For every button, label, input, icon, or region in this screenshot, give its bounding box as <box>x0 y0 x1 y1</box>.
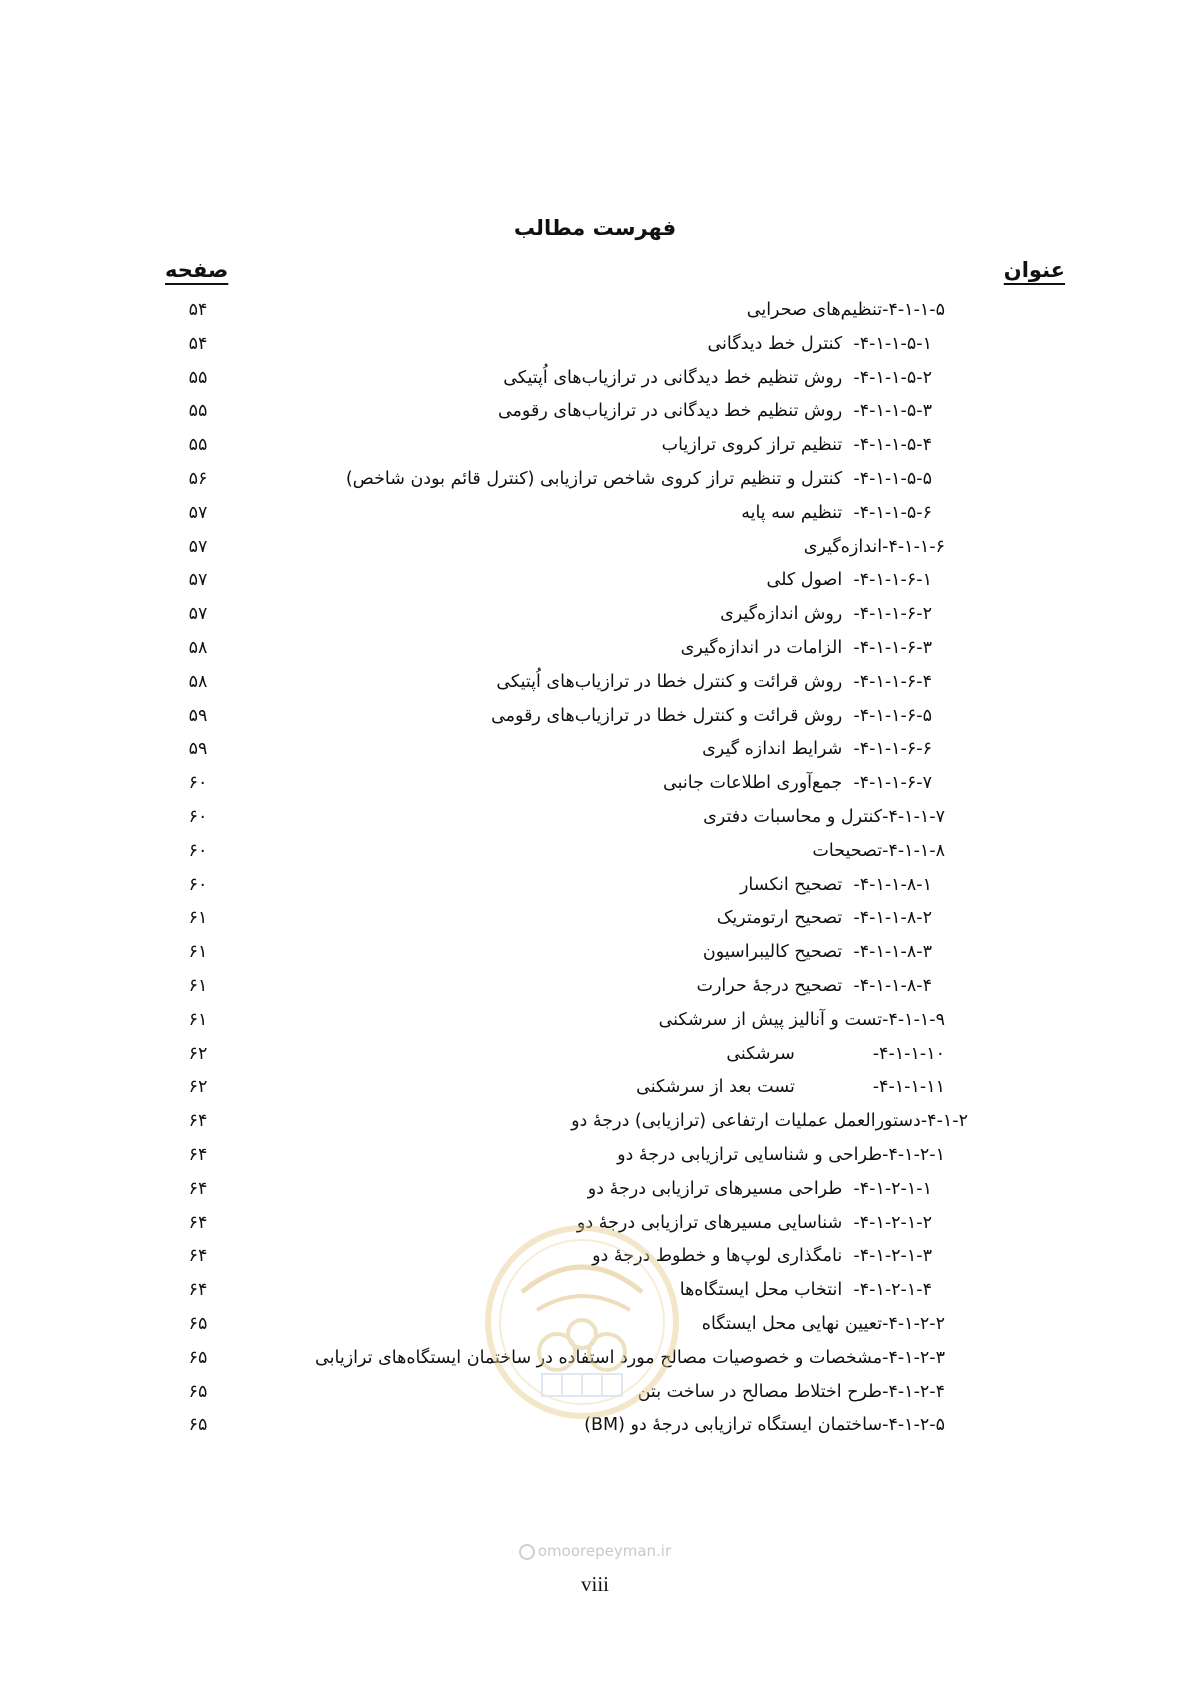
toc-entry-number: ۴-۱-۱-۶-۲- <box>853 604 932 625</box>
toc-entry[interactable] <box>0 1002 1190 1038</box>
toc-entry-text: کنترل و تنظیم تراز کروی شاخص ترازیابی (کنترل قائم بودن شاخص) <box>345 469 843 489</box>
toc-entry-page: ۵۴ <box>188 300 208 320</box>
toc-entry-text: کنترل خط دیدگانی <box>707 333 843 354</box>
toc-entry-number: ۴-۱-۱-۸-۲- <box>853 908 932 929</box>
toc-entry-page: ۶۰ <box>188 840 208 861</box>
toc-entry-text: تنظیم‌های صحرایی <box>746 300 883 320</box>
toc-entry-title <box>767 562 933 598</box>
toc-entry-number: ۴-۱-۱-۶-۴- <box>853 671 932 692</box>
toc-entry-page: ۶۴ <box>188 1280 208 1301</box>
toc-entry-text: تست بعد از سرشکنی <box>636 1077 795 1098</box>
toc-entry-page: ۶۱ <box>188 1009 208 1030</box>
toc-entry-title <box>680 1272 932 1308</box>
toc-entry-number: ۴-۱-۱-۶-۳- <box>853 638 932 658</box>
toc-entry-title <box>741 495 932 531</box>
toc-entry-title <box>812 833 945 869</box>
toc-entry-page: ۵۸ <box>188 671 208 692</box>
toc-entry[interactable] <box>0 326 1190 362</box>
toc-entry-text: تنظیم سه پایه <box>741 502 843 523</box>
toc-entry-number: ۴-۱-۱-۵-۱- <box>853 333 932 354</box>
toc-entry-text: نامگذاری لوپ‌ها و خطوط درجهٔ دو <box>592 1246 843 1267</box>
toc-entry-number: ۴-۱-۱-۸-۴- <box>853 976 932 996</box>
toc-entry-title <box>717 900 932 936</box>
toc-entry-page: ۶۰ <box>188 773 208 794</box>
toc-entry[interactable] <box>0 1238 1190 1274</box>
toc-entry-title <box>315 1340 945 1376</box>
toc-entry[interactable] <box>0 968 1190 1004</box>
toc-entry-text: شرایط اندازه گیری <box>702 739 843 760</box>
toc-entry-title <box>491 698 932 734</box>
column-header-title: عنوان <box>1003 258 1065 282</box>
toc-entry-number: ۴-۱-۱-۹- <box>882 1009 945 1030</box>
toc-entry-text: مشخصات و خصوصیات مصالح مورد استفاده در ساختمان ایستگاه‌های ترازیابی <box>315 1347 883 1368</box>
toc-entry[interactable] <box>0 934 1190 970</box>
toc-entry-page: ۶۱ <box>188 908 208 929</box>
toc-entry[interactable] <box>0 698 1190 734</box>
toc-entry-page: ۶۲ <box>188 1043 208 1064</box>
toc-entry[interactable] <box>0 393 1190 429</box>
toc-entry-page: ۶۵ <box>188 1314 208 1334</box>
toc-entry-page: ۶۵ <box>188 1415 208 1436</box>
toc-entry-title <box>702 1306 945 1342</box>
toc-entry-title <box>703 934 932 970</box>
toc-entry-page: ۶۲ <box>188 1077 208 1098</box>
toc-entry[interactable] <box>0 427 1190 463</box>
toc-entry-number: ۴-۱-۲-۴- <box>882 1381 945 1402</box>
toc-entry[interactable] <box>0 529 1190 565</box>
toc-entry[interactable] <box>0 1069 1190 1105</box>
toc-entry-number: ۴-۱-۲-۱-۱- <box>853 1178 932 1199</box>
toc-entry[interactable] <box>0 833 1190 869</box>
toc-entry-text: انتخاب محل ایستگاه‌ها <box>679 1280 843 1301</box>
toc-entry-title <box>636 1069 945 1105</box>
toc-entry[interactable] <box>0 1205 1190 1241</box>
toc-entry[interactable] <box>0 360 1190 396</box>
toc-entry-number: ۴-۱-۱-۸-۳- <box>853 942 932 963</box>
toc-entry-number: ۴-۱-۱-۶-۱- <box>853 570 932 591</box>
toc-entry-title <box>697 968 933 1004</box>
toc-entry-number: ۴-۱-۱-۵-۲- <box>853 367 932 388</box>
toc-entry-number: ۴-۱-۱-۶-۷- <box>853 773 932 794</box>
toc-entry[interactable] <box>0 630 1190 666</box>
toc-entry-page: ۵۴ <box>188 333 208 354</box>
toc-entry-text: طراحی مسیرهای ترازیابی درجهٔ دو <box>587 1178 843 1199</box>
table-of-contents <box>0 292 1190 1532</box>
toc-entry-text: تصحیح درجهٔ حرارت <box>696 976 843 996</box>
toc-entry-text: روش قرائت و کنترل خطا در ترازیاب‌های رقومی <box>491 705 843 726</box>
at-icon <box>519 1544 535 1560</box>
toc-entry[interactable] <box>0 1171 1190 1207</box>
toc-entry-number: ۴-۱-۱-۱۰- <box>872 1043 945 1064</box>
toc-entry[interactable] <box>0 867 1190 903</box>
toc-entry-page: ۵۹ <box>188 739 208 760</box>
toc-entry[interactable] <box>0 664 1190 700</box>
toc-entry-number: ۴-۱-۱-۵-۳- <box>853 401 932 422</box>
toc-entry-page: ۶۴ <box>188 1212 208 1233</box>
toc-entry[interactable] <box>0 1340 1190 1376</box>
toc-entry-page: ۶۰ <box>188 874 208 895</box>
toc-entry-title <box>592 1238 932 1274</box>
toc-entry-title <box>720 596 932 632</box>
toc-entry-title <box>617 1137 945 1173</box>
toc-entry[interactable] <box>0 1137 1190 1173</box>
toc-entry-number: ۴-۱-۱-۵- <box>882 300 945 320</box>
toc-entry-page: ۶۴ <box>188 1111 208 1132</box>
toc-entry-title <box>747 292 945 328</box>
toc-entry-page: ۵۵ <box>188 401 208 422</box>
toc-entry-number: ۴-۱-۲-۱-۳- <box>853 1246 932 1267</box>
toc-entry-page: ۶۰ <box>188 807 208 827</box>
toc-entry-page: ۵۵ <box>188 435 208 456</box>
toc-entry-title <box>703 799 945 835</box>
toc-entry-number: ۴-۱-۲-۳- <box>882 1347 945 1368</box>
toc-entry-number: ۴-۱-۱-۶-۶- <box>853 739 932 760</box>
toc-entry[interactable] <box>0 765 1190 801</box>
toc-entry-number: ۴-۱-۲-۱- <box>882 1145 945 1165</box>
toc-entry-text: اندازه‌گیری <box>803 536 883 557</box>
toc-entry-page: ۶۴ <box>188 1178 208 1199</box>
toc-entry-page: ۵۷ <box>188 502 208 523</box>
toc-entry-text: تنظیم تراز کروی ترازیاب <box>661 435 843 456</box>
toc-entry-page: ۶۵ <box>188 1347 208 1368</box>
toc-entry[interactable] <box>0 900 1190 936</box>
toc-entry[interactable] <box>0 1374 1190 1410</box>
toc-entry-text: الزامات در اندازه‌گیری <box>680 638 843 658</box>
toc-entry-number: ۴-۱-۱-۱۱- <box>872 1077 945 1098</box>
toc-entry-text: تصحیح کالیبراسیون <box>702 942 843 963</box>
toc-entry-title <box>726 1036 945 1072</box>
toc-entry-page: ۵۶ <box>188 469 208 489</box>
toc-entry-text: دستورالعمل عملیات ارتفاعی (ترازیابی) درجهٔ دو <box>571 1111 921 1132</box>
toc-entry-text: روش قرائت و کنترل خطا در ترازیاب‌های اُپتیکی <box>496 671 843 692</box>
toc-entry-title <box>503 360 932 396</box>
toc-entry-text: طراحی و شناسایی ترازیابی درجهٔ دو <box>617 1145 883 1165</box>
toc-entry[interactable] <box>0 461 1190 497</box>
toc-entry-page: ۵۷ <box>188 536 208 557</box>
toc-entry-text: شناسایی مسیرهای ترازیابی درجهٔ دو <box>576 1212 843 1233</box>
toc-entry-page: ۵۸ <box>188 638 208 658</box>
toc-entry-text: جمع‌آوری اطلاعات جانبی <box>663 773 843 794</box>
toc-entry[interactable] <box>0 731 1190 767</box>
toc-entry-title <box>702 731 932 767</box>
toc-entry-title <box>707 326 932 362</box>
toc-entry-title <box>662 427 932 463</box>
toc-entry-page: ۶۴ <box>188 1145 208 1165</box>
toc-entry-title <box>663 765 932 801</box>
toc-entry-title <box>681 630 932 666</box>
page-number: viii <box>580 1572 609 1596</box>
toc-entry-page: ۵۵ <box>188 367 208 388</box>
toc-entry-number: ۴-۱-۱-۵-۴- <box>853 435 932 456</box>
toc-entry-page: ۶۱ <box>188 976 208 996</box>
toc-entry-title <box>740 867 932 903</box>
toc-entry[interactable] <box>0 1306 1190 1342</box>
toc-entry-text: طرح اختلاط مصالح در ساخت بتن <box>637 1381 883 1402</box>
toc-entry-title <box>346 461 932 497</box>
toc-entry-title <box>584 1407 945 1443</box>
toc-entry-page: ۵۷ <box>188 604 208 625</box>
toc-entry-number: ۴-۱-۱-۷- <box>882 807 945 827</box>
toc-entry[interactable] <box>0 1036 1190 1072</box>
toc-entry-text: تصحیحات <box>812 840 883 861</box>
toc-entry-text: کنترل و محاسبات دفتری <box>703 807 883 827</box>
toc-entry-title <box>496 664 932 700</box>
toc-entry[interactable] <box>0 799 1190 835</box>
toc-entry-number: ۴-۱-۲-۲- <box>882 1314 945 1334</box>
toc-entry-number: ۴-۱-۱-۶-۵- <box>853 705 932 726</box>
toc-entry-title <box>659 1002 945 1038</box>
toc-entry-title <box>571 1103 968 1139</box>
toc-entry-title <box>638 1374 945 1410</box>
toc-entry-number: ۴-۱-۲-۵- <box>882 1415 945 1436</box>
toc-entry-title <box>588 1171 932 1207</box>
toc-entry-text: اصول کلی <box>766 570 843 591</box>
toc-entry-text: روش تنظیم خط دیدگانی در ترازیاب‌های رقومی <box>497 401 843 422</box>
toc-entry-page: ۶۱ <box>188 942 208 963</box>
toc-entry-text: روش اندازه‌گیری <box>720 604 843 625</box>
toc-entry-number: ۴-۱-۱-۸- <box>882 840 945 861</box>
toc-entry[interactable] <box>0 1272 1190 1308</box>
toc-entry-title <box>498 393 932 429</box>
toc-entry-text: ساختمان ایستگاه ترازیابی درجهٔ دو (BM) <box>584 1415 883 1436</box>
toc-entry[interactable] <box>0 562 1190 598</box>
toc-entry-text: سرشکنی <box>726 1043 795 1064</box>
toc-entry-number: ۴-۱-۱-۸-۱- <box>853 874 932 895</box>
toc-entry-title <box>804 529 945 565</box>
toc-entry[interactable] <box>0 1103 1190 1139</box>
toc-entry-number: ۴-۱-۱-۵-۶- <box>853 502 932 523</box>
toc-entry-text: تصحیح انکسار <box>739 874 843 895</box>
toc-entry-text: روش تنظیم خط دیدگانی در ترازیاب‌های اُپتیکی <box>503 367 843 388</box>
toc-entry-number: ۴-۱-۱-۵-۵- <box>853 469 932 489</box>
toc-entry-number: ۴-۱-۲-۱-۴- <box>853 1280 932 1301</box>
toc-entry[interactable] <box>0 596 1190 632</box>
column-header-page: صفحه <box>165 258 229 282</box>
toc-entry-title <box>577 1205 932 1241</box>
toc-entry-page: ۵۹ <box>188 705 208 726</box>
toc-entry[interactable] <box>0 292 1190 328</box>
toc-entry-number: ۴-۱-۲- <box>920 1111 968 1132</box>
toc-entry-text: تصحیح ارتومتریک <box>716 908 843 929</box>
toc-entry[interactable] <box>0 495 1190 531</box>
page-title: فهرست مطالب <box>513 216 677 240</box>
toc-entry-number: ۴-۱-۱-۶- <box>882 536 945 557</box>
watermark-url: omoorepeyman.ir <box>0 1542 1190 1560</box>
toc-entry-page: ۵۷ <box>188 570 208 591</box>
toc-entry[interactable] <box>0 1407 1190 1443</box>
toc-entry-text: تعیین نهایی محل ایستگاه <box>701 1314 883 1334</box>
toc-entry-page: ۶۴ <box>188 1246 208 1267</box>
toc-entry-text: تست و آنالیز پیش از سرشکنی <box>658 1009 883 1030</box>
toc-entry-number: ۴-۱-۲-۱-۲- <box>853 1212 932 1233</box>
toc-entry-page: ۶۵ <box>188 1381 208 1402</box>
